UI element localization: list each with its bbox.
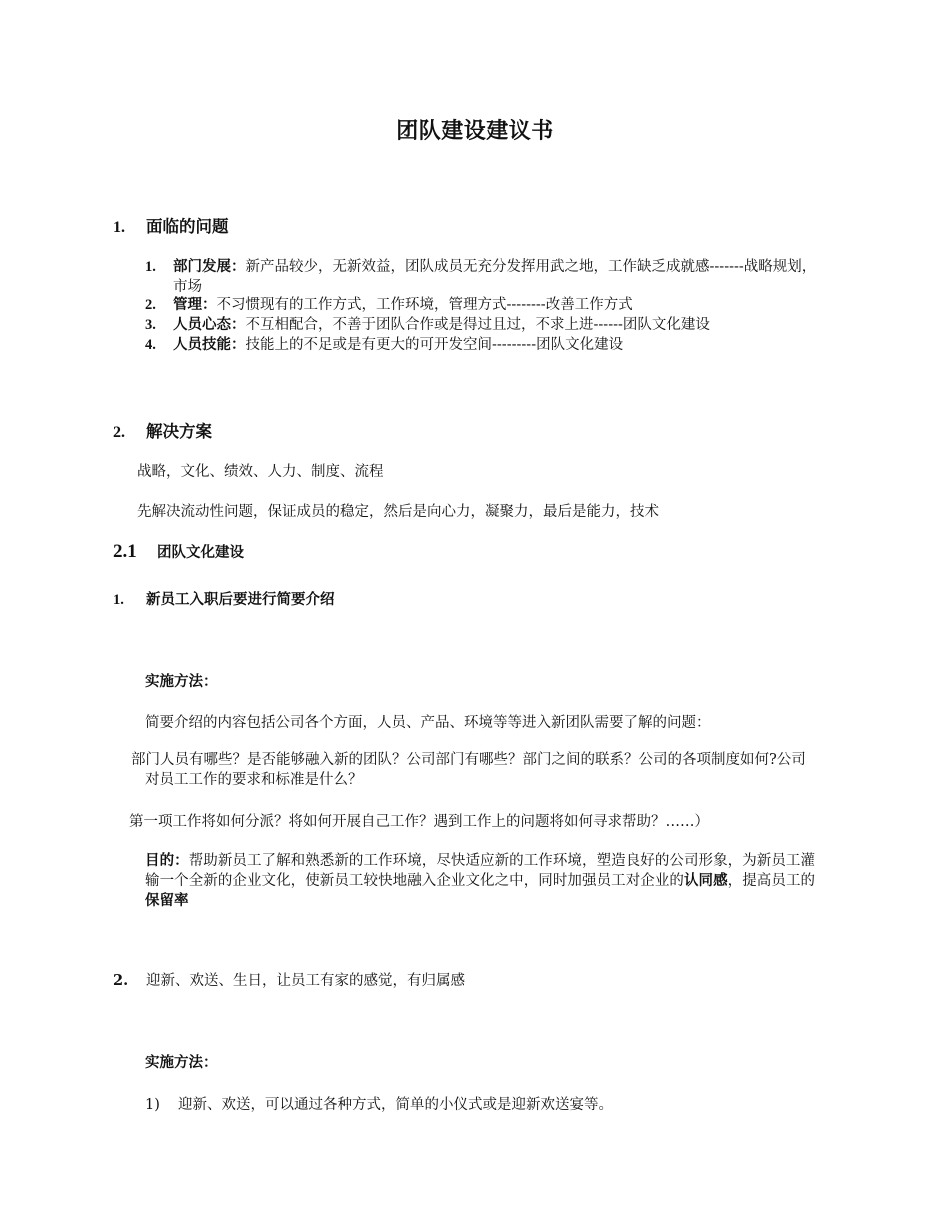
item-number: 2. xyxy=(113,972,129,989)
list-item xyxy=(145,257,825,297)
paragraph: 简要介绍的内容包括公司各个方面，人员、产品、环境等等进入新团队需要了解的问题： xyxy=(145,715,711,731)
item-heading xyxy=(113,969,465,990)
list-item xyxy=(145,295,825,315)
item-title: 迎新、欢送、生日，让员工有家的感觉，有归属感 xyxy=(146,973,465,989)
sub-list-item xyxy=(145,1093,613,1114)
section-1-heading xyxy=(113,213,229,237)
subsection-number: 2.1 xyxy=(113,541,137,562)
method-label: 实施方法： xyxy=(145,674,218,690)
list-label: 人员技能： xyxy=(173,337,246,353)
section-number: 2. xyxy=(113,424,125,441)
purpose-paragraph xyxy=(145,851,815,911)
section-title: 面临的问题 xyxy=(146,217,229,236)
list-text: 不习惯现有的工作方式，工作环境，管理方式--------改善工作方式 xyxy=(216,297,633,313)
sub-list-text: 迎新、欢送，可以通过各种方式，简单的小仪式或是迎新欢送宴等。 xyxy=(178,1097,613,1113)
item-heading xyxy=(113,588,335,609)
questions-text: 部门人员有哪些？是否能够融入新的团队？公司部门有哪些？部门之间的联系？公司的各项制度如何?公司对员工工作的要求和标准是什么？ xyxy=(131,752,806,788)
list-text: 技能上的不足或是有更大的可开发空间---------团队文化建设 xyxy=(245,337,624,353)
subsection-title: 团队文化建设 xyxy=(157,545,244,561)
paragraph: 先解决流动性问题，保证成员的稳定，然后是向心力，凝聚力，最后是能力，技术 xyxy=(137,504,659,520)
item-title: 新员工入职后要进行简要介绍 xyxy=(146,592,335,608)
sub-list-number: 1) xyxy=(145,1097,160,1113)
paragraph: 第一项工作将如何分派？将如何开展自己工作？遇到工作上的问题将如何寻求帮助？……） xyxy=(129,814,709,830)
list-label: 人员心态： xyxy=(173,317,246,333)
list-label: 部门发展： xyxy=(173,259,246,275)
purpose-text: 帮助新员工了解和熟悉新的工作环境，尽快适应新的工作环境，塑造良好的公司形象，为新员工灌输一个全新的企业文化，使新员工较快地融入企业文化之中，同时加强员工对企业的 xyxy=(145,853,815,889)
method-label: 实施方法： xyxy=(145,1055,218,1071)
list-number: 4. xyxy=(145,337,156,353)
list-item xyxy=(145,335,825,355)
section-number: 1. xyxy=(113,219,125,236)
purpose-label: 目的： xyxy=(145,853,189,869)
document-title: 团队建设建议书 xyxy=(396,119,554,144)
purpose-emphasis: 认同感 xyxy=(683,873,728,889)
list-number: 3. xyxy=(145,317,156,333)
list-number: 1. xyxy=(145,259,156,275)
questions-paragraph xyxy=(131,750,815,790)
subsection-heading xyxy=(113,541,244,563)
purpose-emphasis: 保留率 xyxy=(145,893,189,909)
paragraph: 战略，文化、绩效、人力、制度、流程 xyxy=(137,464,384,480)
list-number: 2. xyxy=(145,297,156,313)
list-text: 新产品较少，无新效益，团队成员无充分发挥用武之地，工作缺乏成就感-------战略规划，市场 xyxy=(173,259,817,295)
list-label: 管理： xyxy=(173,297,217,313)
list-text: 不互相配合，不善于团队合作或是得过且过，不求上进------团队文化建设 xyxy=(245,317,710,333)
section-2-heading xyxy=(113,418,212,442)
list-item xyxy=(145,315,825,335)
purpose-text: ，提高员工的 xyxy=(727,873,816,889)
section-title: 解决方案 xyxy=(146,422,212,441)
item-number: 1. xyxy=(113,592,124,608)
